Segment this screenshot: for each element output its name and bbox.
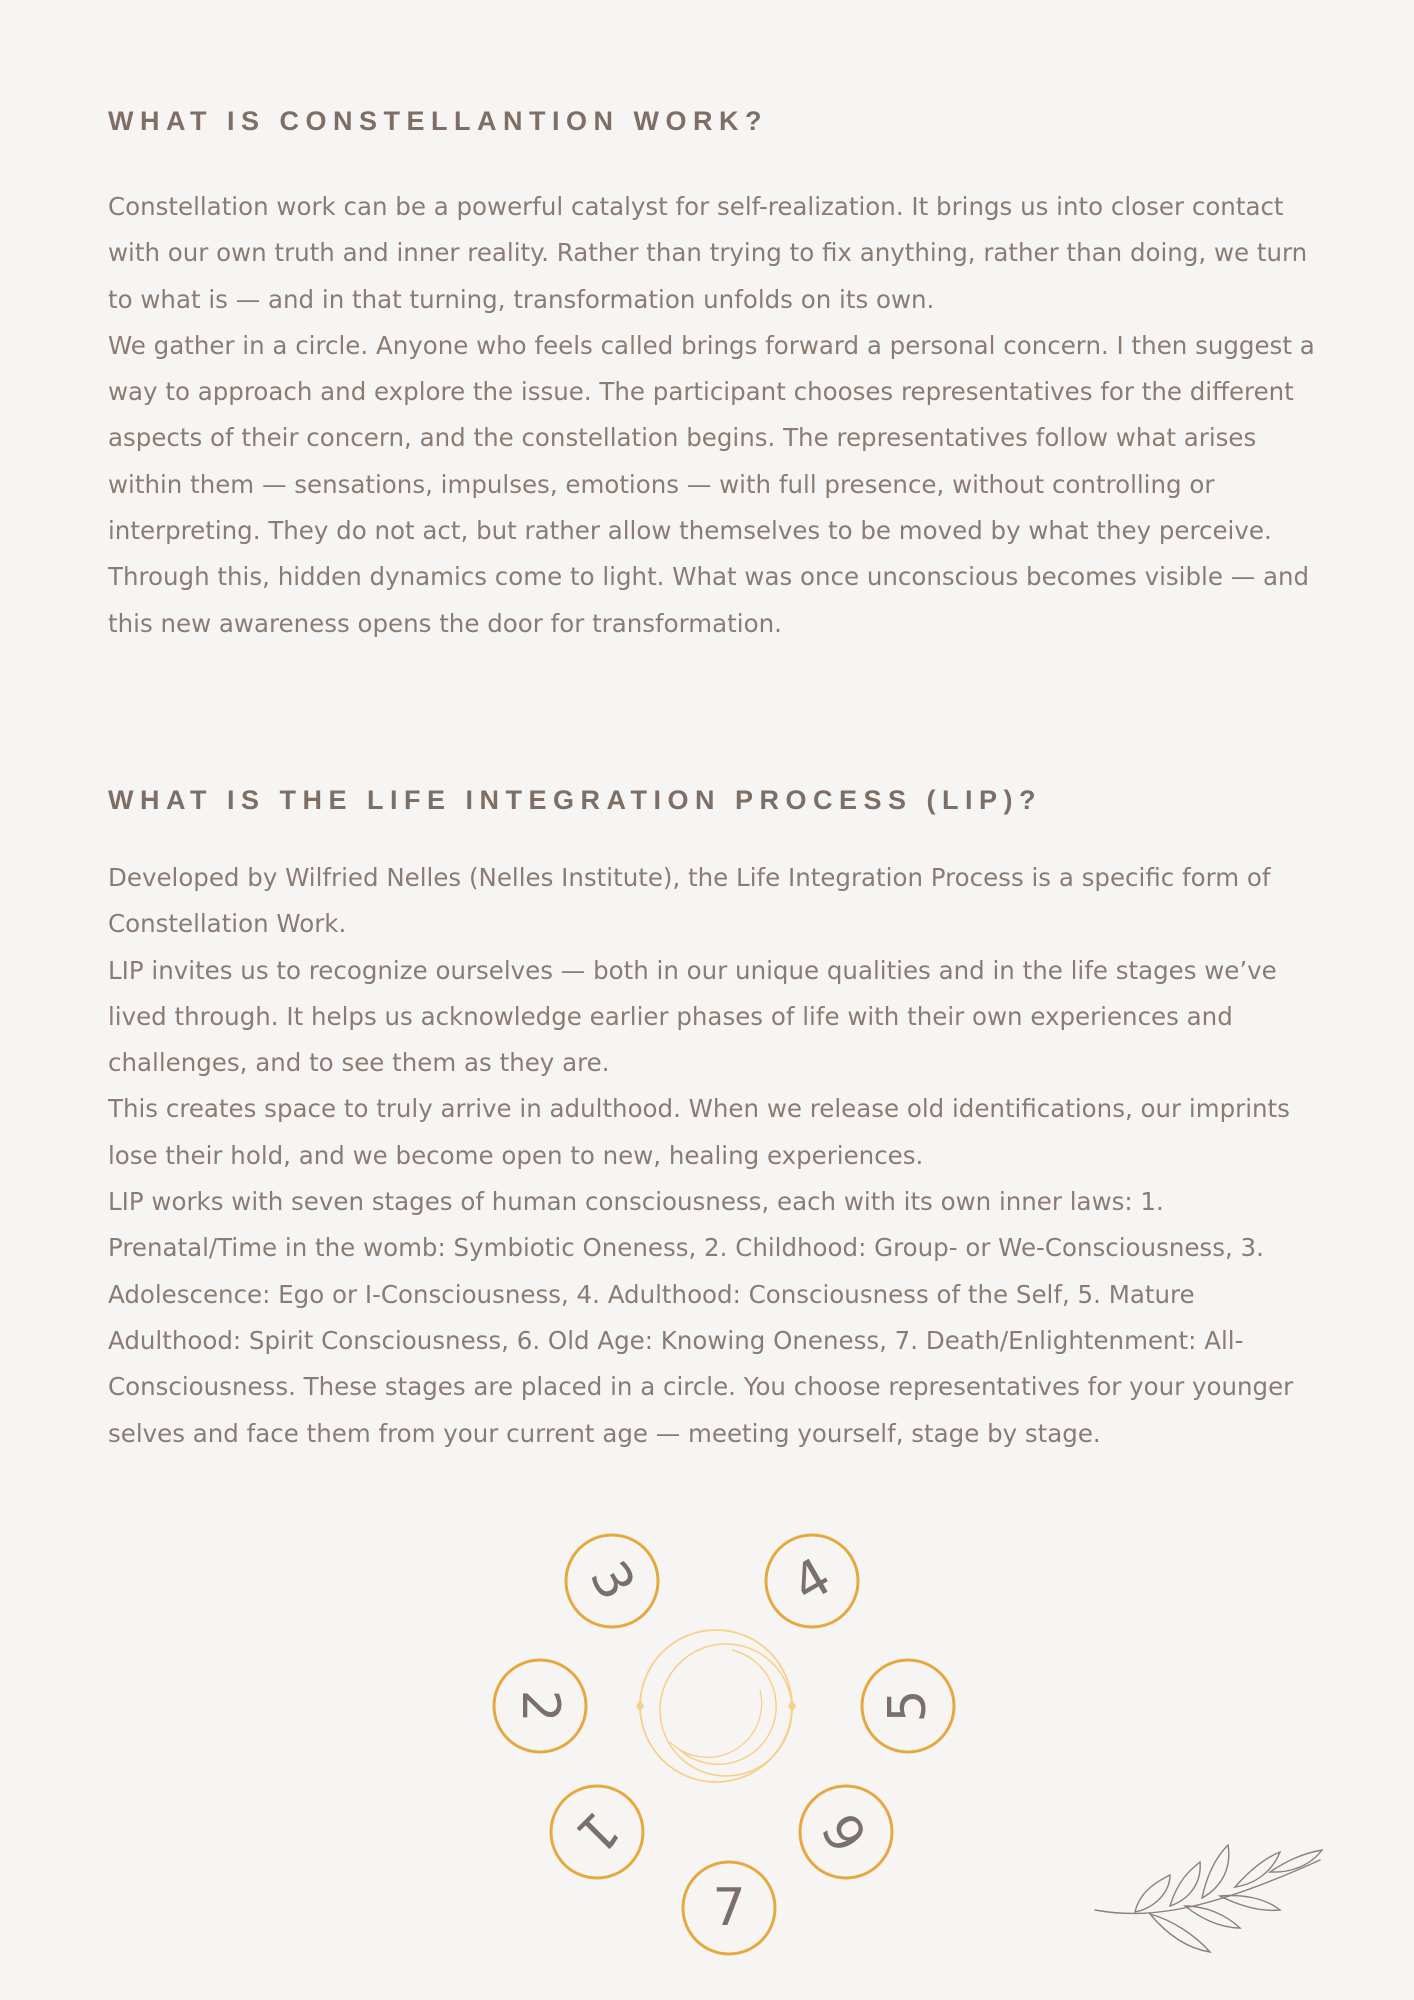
life-integration-body — [108, 855, 1328, 1457]
stage-circle-1 — [551, 1786, 643, 1878]
paragraph: This creates space to truly arrive in adulthood. When we release old identifications, our imprints lose their hold, and we become open to new, healing experiences. — [108, 1094, 1290, 1170]
center-circle-icon — [636, 1630, 796, 1782]
leaf-branch-icon — [1090, 1840, 1330, 1970]
heading-life-integration-process: WHAT IS THE LIFE INTEGRATION PROCESS (LIP)? — [108, 785, 1042, 815]
paragraph: Developed by Wilfried Nelles (Nelles Institute), the Life Integration Process is a specific form of Constellation Work. — [108, 863, 1271, 939]
stage-circle-7 — [683, 1862, 775, 1954]
paragraph: LIP invites us to recognize ourselves — both in our unique qualities and in the life stages we’ve lived through. It helps us acknowledge earlier phases of life with their own experiences and challenges, and to see them as they are. — [108, 955, 1277, 1078]
stage-label: 5 — [878, 1689, 938, 1723]
stage-label: 1 — [564, 1799, 630, 1865]
paragraph: Through this, hidden dynamics come to light. What was once unconscious becomes visible — and this new awareness opens the door for transformation. — [108, 562, 1310, 638]
paragraph: We gather in a circle. Anyone who feels called brings forward a personal concern. I then suggest a way to approach and explore the issue. The participant chooses representatives for the different aspects of their concern, and the constellation begins. The representatives follow what arises within them — sensations, impulses, emotions — with full presence, without controlling or interpreting. They do not act, but rather allow themselves to be moved by what they perceive. — [108, 330, 1315, 546]
stage-circle-5 — [862, 1660, 954, 1752]
stage-label: 6 — [811, 1802, 881, 1862]
stage-label: 3 — [577, 1551, 647, 1611]
constellation-work-body — [108, 184, 1328, 647]
heading-constellation-work: WHAT IS CONSTELLANTION WORK? — [108, 106, 768, 136]
paragraph: LIP works with seven stages of human consciousness, each with its own inner laws: 1. Prenatal/Time in the womb: Symbiotic Oneness, 2. Childhood: Group- or We-Consciousness, 3. Adolescence: Ego or I-Consciousness, 4. Adulthood: Consciousness of the Self, 5. Mature Adulthood: Spirit Consciousness, 6. Old Age: Knowing Oneness, 7. Death/Enlightenment: All-Consciousness. These stages are placed in a circle. You choose representatives for your younger selves and face them from your current age — meeting yourself, stage by stage. — [108, 1187, 1294, 1448]
stage-circle-3 — [566, 1535, 658, 1627]
stage-circle-2 — [494, 1660, 586, 1752]
life-stages-diagram — [470, 1520, 970, 1970]
stage-label: 2 — [510, 1689, 570, 1723]
stage-label: 7 — [712, 1878, 746, 1938]
stage-circle-6 — [800, 1786, 892, 1878]
stage-label: 4 — [782, 1546, 842, 1616]
stage-circle-4 — [766, 1535, 858, 1627]
paragraph: Constellation work can be a powerful catalyst for self-realization. It brings us into closer contact with our own truth and inner reality. Rather than trying to fix anything, rather than doing, we turn to what is — and in that turning, transformation unfolds on its own. — [108, 192, 1308, 314]
